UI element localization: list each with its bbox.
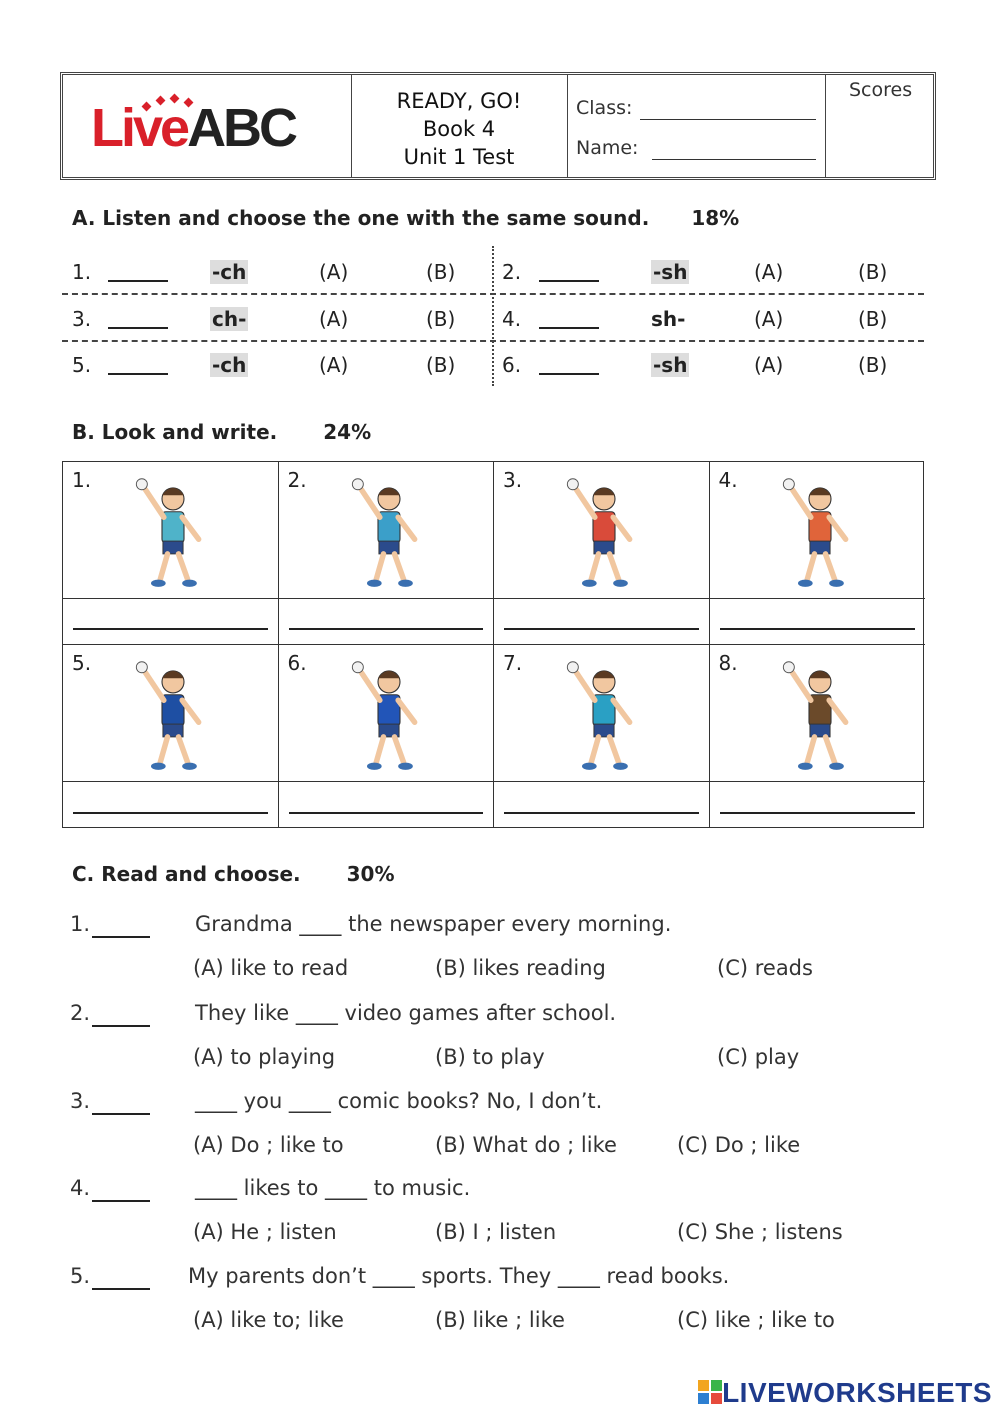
option-c[interactable]: (C) play	[717, 1045, 800, 1069]
liveworksheets-brand: LIVEWORKSHEETS	[722, 1377, 992, 1408]
volleyball-player-icon	[765, 468, 875, 594]
football-player-icon	[765, 651, 875, 777]
item-number: 2.	[502, 260, 522, 284]
option-b[interactable]: (B) likes reading	[435, 956, 606, 980]
option-b[interactable]: (B)	[426, 353, 456, 377]
sound-label: -ch	[212, 353, 247, 377]
picture-cell	[63, 462, 279, 599]
picture-number: 2.	[287, 468, 307, 492]
write-answer-line[interactable]	[720, 812, 916, 814]
write-answer-cell	[279, 782, 495, 828]
option-a[interactable]: (A)	[754, 260, 784, 284]
picture-number: 6.	[287, 651, 307, 675]
option-a[interactable]: (A) like to read	[193, 956, 349, 980]
answer-blank[interactable]	[108, 353, 168, 375]
item-number: 4.	[502, 307, 522, 331]
option-b[interactable]: (B) to play	[435, 1045, 545, 1069]
question-number: 3.	[70, 1089, 91, 1113]
option-c[interactable]: (C) like ; like to	[677, 1308, 835, 1332]
option-b[interactable]: (B)	[426, 260, 456, 284]
item-number: 6.	[502, 353, 522, 377]
sound-label: -ch	[212, 260, 247, 284]
option-c[interactable]: (C) Do ; like	[677, 1133, 801, 1157]
item-number: 5.	[72, 353, 92, 377]
section-c-heading: C. Read and choose. 30%	[72, 862, 395, 886]
sound-label: sh-	[651, 307, 686, 331]
write-answer-cell	[279, 599, 495, 645]
option-a[interactable]: (A)	[319, 353, 349, 377]
badminton-player-icon	[118, 651, 228, 777]
option-b[interactable]: (B)	[858, 260, 888, 284]
option-a[interactable]: (A) to playing	[193, 1045, 336, 1069]
picture-grid	[62, 461, 924, 828]
section-a-row-3	[62, 341, 924, 387]
option-a[interactable]: (A)	[319, 307, 349, 331]
logo-cell	[63, 75, 352, 177]
question-number: 1.	[70, 912, 91, 936]
write-answer-line[interactable]	[289, 812, 484, 814]
answer-blank[interactable]	[92, 1025, 150, 1027]
question-text: My parents don’t ____ sports. They ____ read books.	[188, 1264, 730, 1288]
question-number: 2.	[70, 1001, 91, 1025]
picture-number: 7.	[503, 651, 523, 675]
answer-blank[interactable]	[539, 260, 599, 282]
sound-label: -sh	[653, 353, 688, 377]
item-number: 3.	[72, 307, 92, 331]
option-a[interactable]: (A) like to; like	[193, 1308, 344, 1332]
title-line-3: Unit 1 Test	[403, 145, 515, 169]
question-text: ____ you ____ comic books? No, I don’t.	[195, 1089, 603, 1113]
picture-cell	[710, 462, 926, 599]
picture-cell	[494, 645, 710, 782]
question-text: ____ likes to ____ to music.	[195, 1176, 471, 1200]
option-b[interactable]: (B)	[426, 307, 456, 331]
option-a[interactable]: (A) Do ; like to	[193, 1133, 344, 1157]
sound-label: ch-	[212, 307, 247, 331]
header-table	[60, 72, 936, 180]
section-b-heading: B. Look and write. 24%	[72, 420, 372, 444]
section-a-row-1	[62, 248, 924, 294]
title-line-1: READY, GO!	[396, 89, 522, 113]
picture-cell	[494, 462, 710, 599]
option-a[interactable]: (A) He ; listen	[193, 1220, 337, 1244]
picture-cell	[63, 645, 279, 782]
baseball-player-icon	[334, 651, 444, 777]
write-answer-line[interactable]	[73, 628, 268, 630]
name-field[interactable]	[652, 159, 816, 160]
title-line-2: Book 4	[422, 117, 496, 141]
write-answer-line[interactable]	[289, 628, 484, 630]
option-b[interactable]: (B) I ; listen	[435, 1220, 557, 1244]
section-a-row-2	[62, 295, 924, 341]
answer-blank[interactable]	[108, 260, 168, 282]
write-answer-cell	[63, 599, 279, 645]
picture-cell	[279, 462, 495, 599]
hockey-player-icon	[549, 468, 659, 594]
test-title	[351, 75, 568, 177]
option-b[interactable]: (B)	[858, 307, 888, 331]
scores-cell	[825, 75, 933, 177]
picture-number: 4.	[718, 468, 738, 492]
soccer-player-icon	[549, 651, 659, 777]
answer-blank[interactable]	[92, 1200, 150, 1202]
class-label: Class:	[576, 97, 633, 119]
section-a-heading: A. Listen and choose the one with the same sound. 18%	[72, 206, 740, 230]
question-text: They like ____ video games after school.	[195, 1001, 617, 1025]
picture-number: 8.	[718, 651, 738, 675]
write-answer-cell	[494, 599, 710, 645]
write-answer-line[interactable]	[720, 628, 916, 630]
picture-cell	[279, 645, 495, 782]
write-answer-cell	[710, 782, 926, 828]
answer-blank[interactable]	[92, 1288, 150, 1290]
answer-blank[interactable]	[92, 936, 150, 938]
answer-blank[interactable]	[92, 1113, 150, 1115]
class-field[interactable]	[640, 119, 816, 120]
question-text: Grandma ____ the newspaper every morning.	[195, 912, 672, 936]
write-answer-cell	[710, 599, 926, 645]
scores-label: Scores	[849, 79, 913, 101]
option-a[interactable]: (A)	[319, 260, 349, 284]
liveworksheets-icon	[698, 1380, 722, 1404]
answer-blank[interactable]	[539, 353, 599, 375]
option-c[interactable]: (C) She ; listens	[677, 1220, 843, 1244]
option-b[interactable]: (B) What do ; like	[435, 1133, 617, 1157]
write-answer-cell	[63, 782, 279, 828]
option-a[interactable]: (A)	[754, 353, 784, 377]
write-answer-cell	[494, 782, 710, 828]
liveabc-logo: LiveABC	[91, 98, 296, 158]
name-label: Name:	[576, 137, 639, 159]
option-c[interactable]: (C) reads	[717, 956, 813, 980]
write-answer-line[interactable]	[504, 628, 699, 630]
option-a[interactable]: (A)	[754, 307, 784, 331]
write-answer-line[interactable]	[504, 812, 699, 814]
item-number: 1.	[72, 260, 92, 284]
class-name-cell	[568, 75, 826, 177]
picture-number: 1.	[72, 468, 92, 492]
table-tennis-player-icon	[334, 468, 444, 594]
question-number: 5.	[70, 1264, 91, 1288]
picture-cell	[710, 645, 926, 782]
option-b[interactable]: (B)	[858, 353, 888, 377]
tennis-player-icon	[118, 468, 228, 594]
sound-label: -sh	[653, 260, 688, 284]
write-answer-line[interactable]	[73, 812, 268, 814]
question-number: 4.	[70, 1176, 91, 1200]
picture-number: 3.	[503, 468, 523, 492]
answer-blank[interactable]	[539, 307, 599, 329]
answer-blank[interactable]	[108, 307, 168, 329]
option-b[interactable]: (B) like ; like	[435, 1308, 565, 1332]
picture-number: 5.	[72, 651, 92, 675]
